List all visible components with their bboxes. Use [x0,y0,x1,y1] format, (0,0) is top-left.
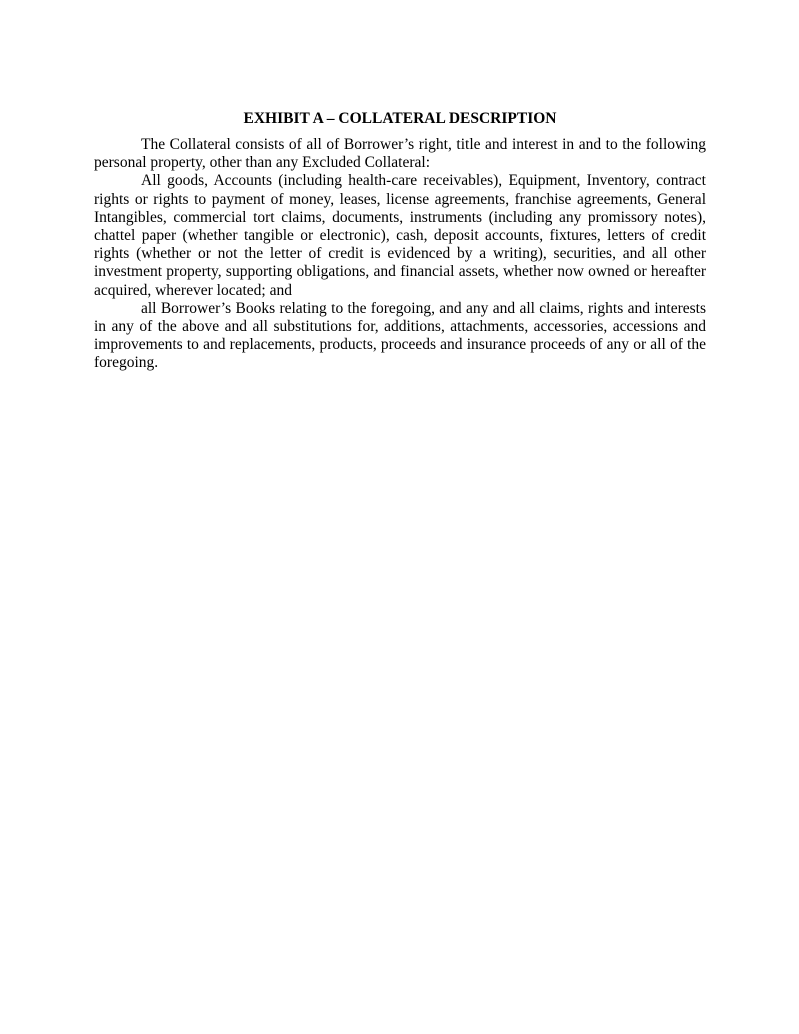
intro-paragraph: The Collateral consists of all of Borrower’s right, title and interest in and to the following personal property, other than any Excluded Collateral: [94,136,706,172]
exhibit-title: EXHIBIT A – COLLATERAL DESCRIPTION [243,110,557,127]
collateral-books-paragraph: all Borrower’s Books relating to the foregoing, and any and all claims, rights and interests in any of the above and all substitutions for, additions, attachments, accessories, accessions and improvements to and replacements, products, proceeds and insurance proceeds of any or all of the foregoing. [94,299,706,372]
document-page [94,110,706,373]
collateral-goods-paragraph: All goods, Accounts (including health-care receivables), Equipment, Inventory, contract rights or rights to payment of money, leases, license agreements, franchise agreements, General Intangibles, commercial tort claims, documents, instruments (including any promissory notes), chattel paper (whether tangible or electronic), cash, deposit accounts, fixtures, letters of credit rights (whether or not the letter of credit is evidenced by a writing), securities, and all other investment property, supporting obligations, and financial assets, whether now owned or hereafter acquired, wherever located; and [94,172,706,299]
